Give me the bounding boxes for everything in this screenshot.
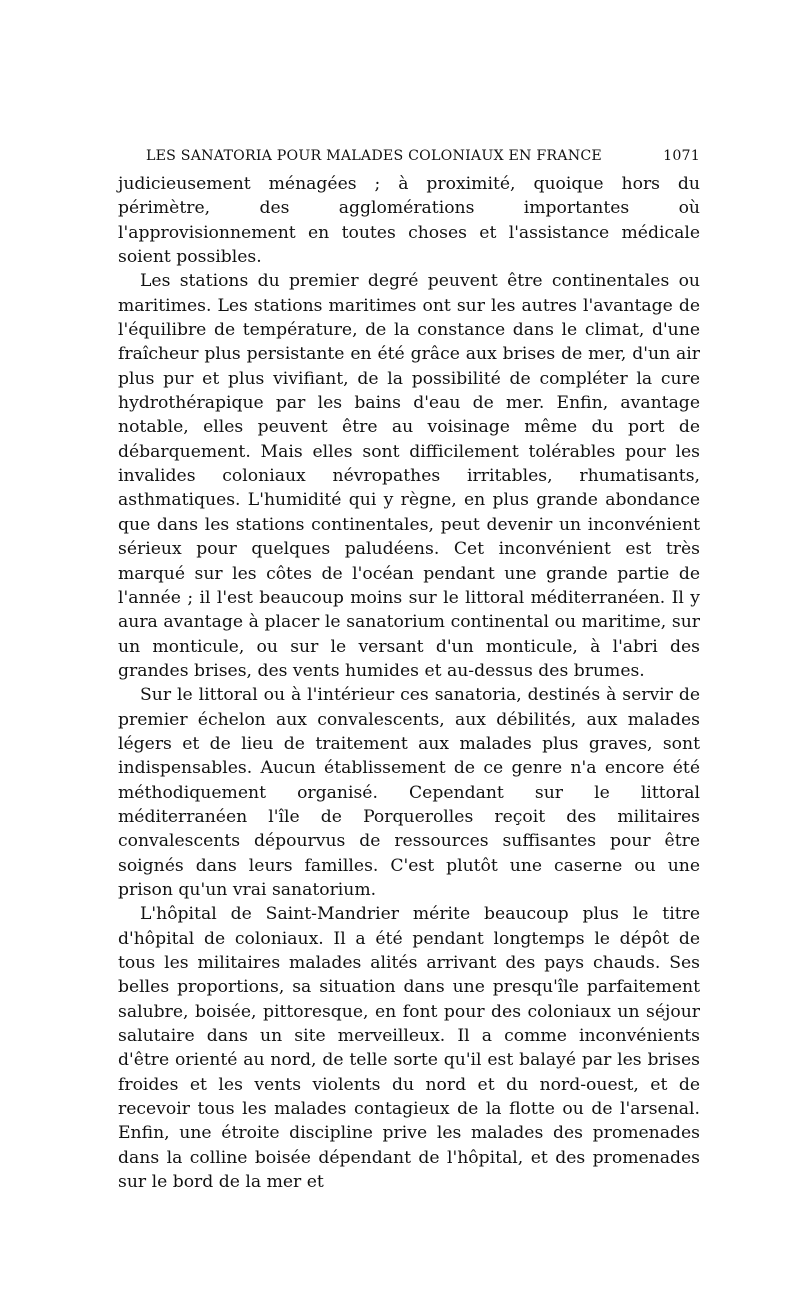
- paragraph-1: judicieusement ménagées ; à proximité, quoique hors du périmètre, des agglomérations importantes où l'approvisionnement en toutes choses et l'assistance médicale soient possibles.: [118, 174, 700, 268]
- book-page: [118, 144, 700, 1194]
- page-number: 1071: [663, 148, 700, 164]
- paragraph-4: L'hôpital de Saint-Mandrier mérite beaucoup plus le titre d'hôpital de coloniaux. Il a été pendant longtemps le dépôt de tous les militaires malades alités arrivant des pays chauds. Ses belles proportions, sa situation dans une presqu'île parfaitement salubre, boisée, pittoresque, en font pour des coloniaux un séjour salutaire dans un site merveilleux. Il a comme inconvénients d'être orienté au nord, de telle sorte qu'il est balayé par les brises froides et les vents violents du nord et du nord-ouest, et de recevoir tous les malades contagieux de la flotte ou de l'arsenal. Enfin, une étroite discipline prive les malades des promenades dans la colline boisée dépendant de l'hôpital, et des promenades sur le bord de la mer et: [118, 904, 700, 1193]
- body-text: [118, 172, 700, 1194]
- paragraph-2: Les stations du premier degré peuvent être continentales ou maritimes. Les stations maritimes ont sur les autres l'avantage de l'équilibre de température, de la constance dans le climat, d'une fraîcheur plus persistante en été grâce aux brises de mer, d'un air plus pur et plus vivifiant, de la possibilité de compléter la cure hydrothérapique par les bains d'eau de mer. Enfin, avantage notable, elles peuvent être au voisinage même du port de débarquement. Mais elles sont difficilement tolérables pour les invalides coloniaux névropathes irritables, rhumatisants, asthmatiques. L'humidité qui y règne, en plus grande abondance que dans les stations continentales, peut devenir un inconvénient sérieux pour quelques paludéens. Cet inconvénient est très marqué sur les côtes de l'océan pendant une grande partie de l'année ; il l'est beaucoup moins sur le littoral méditerranéen. Il y aura avantage à placer le sanatorium continental ou maritime, sur un monticule, ou sur le versant d'un monticule, à l'abri des grandes brises, des vents humides et au-dessus des brumes.: [118, 271, 700, 681]
- running-head: [118, 144, 700, 168]
- paragraph-3: Sur le littoral ou à l'intérieur ces sanatoria, destinés à servir de premier échelon aux convalescents, aux débilités, aux malades légers et de lieu de traitement aux malades plus graves, sont indispensables. Aucun établissement de ce genre n'a encore été méthodiquement organisé. Cependant sur le littoral méditerranéen l'île de Porquerolles reçoit des militaires convalescents dépourvus de ressources suffisantes pour être soignés dans leurs familles. C'est plutôt une caserne ou une prison qu'un vrai sanatorium.: [118, 685, 700, 900]
- running-title: LES SANATORIA POUR MALADES COLONIAUX EN FRANCE: [146, 148, 602, 164]
